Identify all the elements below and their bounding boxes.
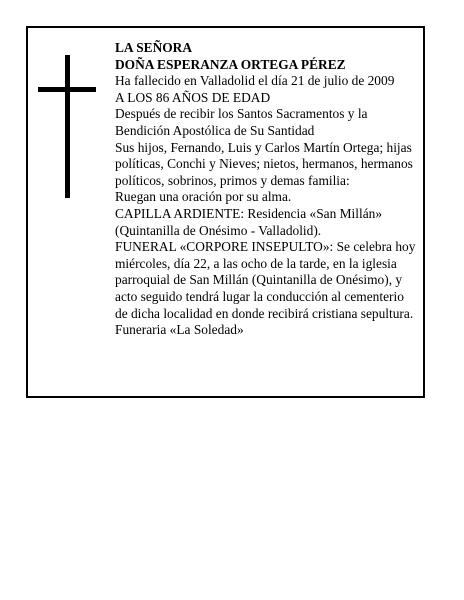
- notice-text: [115, 40, 427, 339]
- family-line-1: Sus hijos, Fernando, Luis y Carlos Martín Ortega; hijas: [115, 139, 412, 155]
- age-line: A LOS 86 AÑOS DE EDAD: [115, 89, 271, 105]
- prayer-line: Ruegan una oración por su alma.: [115, 189, 292, 205]
- deceased-name: DOÑA ESPERANZA ORTEGA PÉREZ: [115, 56, 346, 72]
- obituary-notice: [26, 26, 425, 398]
- family-line-2: políticas, Conchi y Nieves; nietos, hermanos, hermanos: [115, 156, 413, 172]
- funeral-line-2: miércoles, día 22, a las ocho de la tarde, en la iglesia: [115, 255, 397, 271]
- chapel-line-2: (Quintanilla de Onésimo - Valladolid).: [115, 222, 322, 238]
- funeral-line-3: parroquial de San Millán (Quintanilla de Onésimo), y: [115, 272, 403, 288]
- death-date-line: Ha fallecido en Valladolid el día 21 de julio de 2009: [115, 73, 395, 89]
- funeral-line-4: acto seguido tendrá lugar la conducción al cementerio: [115, 288, 404, 304]
- funeral-line-1: FUNERAL «CORPORE INSEPULTO»: Se celebra hoy: [115, 239, 416, 255]
- chapel-line-1: CAPILLA ARDIENTE: Residencia «San Millán»: [115, 205, 383, 221]
- funeral-home-line: Funeraria «La Soledad»: [115, 322, 244, 338]
- funeral-line-5: de dicha localidad en donde recibirá cristiana sepultura.: [115, 305, 414, 321]
- sacraments-line-1: Después de recibir los Santos Sacramentos y la: [115, 106, 368, 122]
- sacraments-line-2: Bendición Apostólica de Su Santidad: [115, 122, 315, 138]
- notice-title-line-1: LA SEÑORA: [115, 40, 193, 55]
- cross-icon: [38, 55, 96, 198]
- cross-horizontal-bar: [38, 87, 96, 92]
- cross-vertical-bar: [65, 55, 70, 198]
- family-line-3: políticos, sobrinos, primos y demas familia:: [115, 172, 350, 188]
